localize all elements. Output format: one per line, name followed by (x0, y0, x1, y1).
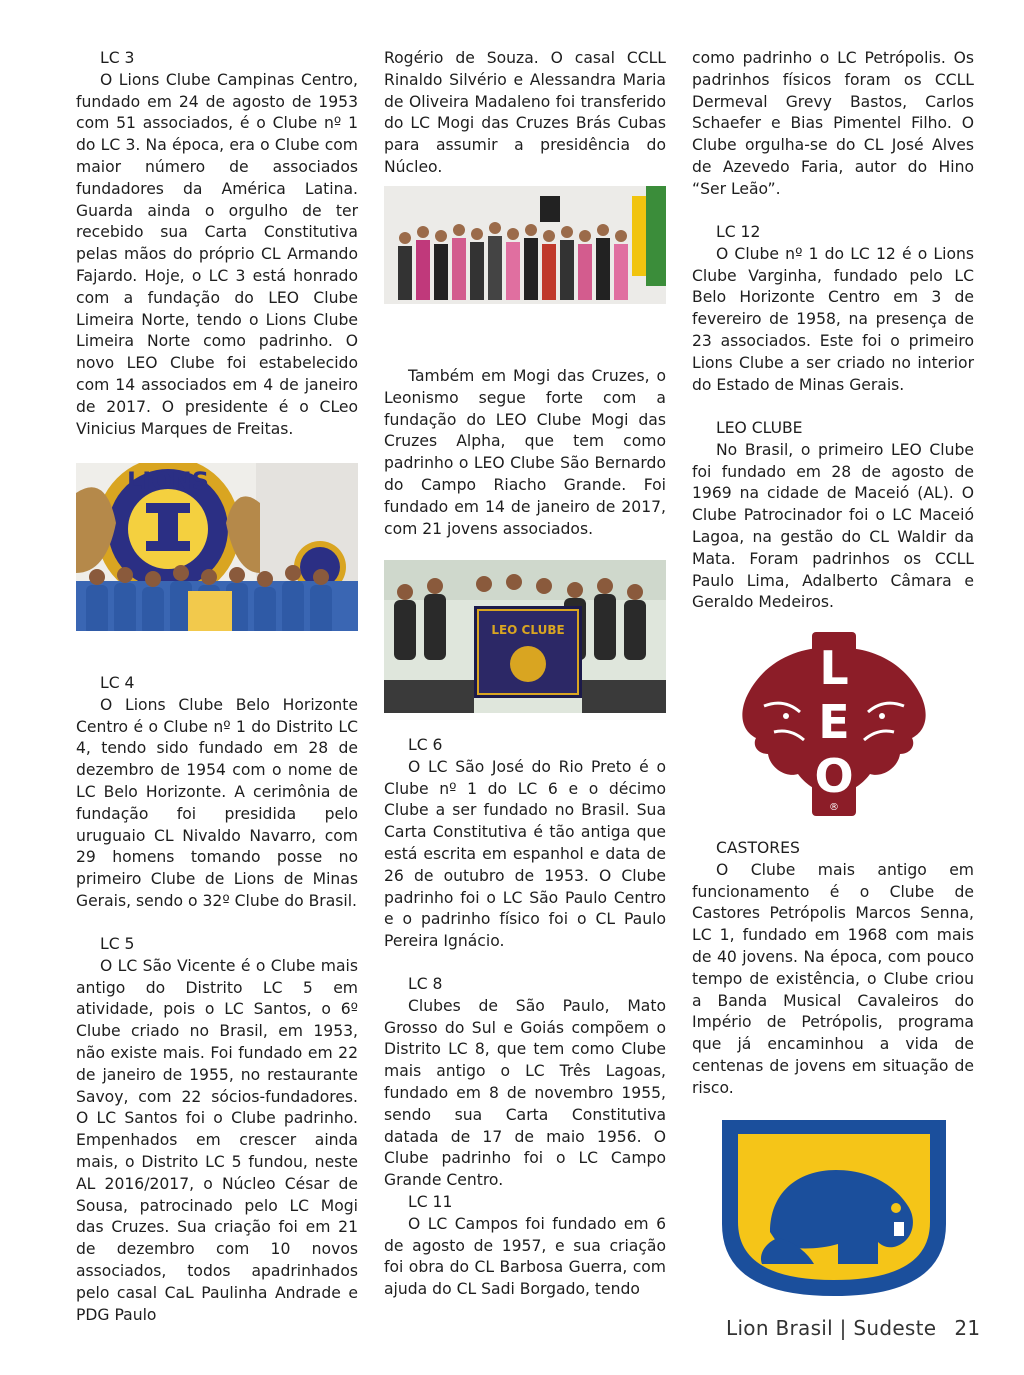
lc3-text: O Lions Clube Campinas Centro, fundado em 24 de agosto de 1953 com 51 associados, é o Clube nº 1 do LC 3. Na época, era o Clube com maior número de associados fundadores da América Latina. Guarda ainda o orgulho de ter recebido sua Carta Constitutiva pelas mãos do próprio CL Armando Fajardo. Hoje, o LC 3 está honrado com a fundação do LEO Clube Limeira Norte, tendo o Lions Clube Limeira Norte como padrinho. O novo LEO Clube foi estabelecido com 14 associados em 4 de janeiro de 2017. O presidente é o CLeo Vinicius Marques de Freitas. (76, 70, 358, 438)
page-number: 21 (954, 1316, 981, 1340)
leo-logo-letter-e: E (818, 695, 850, 749)
lc4-heading: LC 4 (100, 674, 135, 692)
lc8-text: Clubes de São Paulo, Mato Grosso do Sul e Goiás compõem o Distrito LC 8, que tem como Clube mais antigo o LC Três Lagoas, fundado em 8 de novembro 1955, sendo sua Carta Constitutiva datada de 17 de maio 1956. O Clube padrinho foi o LC Campo Grande Centro. (384, 996, 666, 1190)
leo-photo-illustration (384, 560, 666, 713)
section-lc4 (76, 673, 358, 913)
section-lc3 (76, 48, 358, 440)
page-footer (726, 1316, 980, 1340)
leo-logo-letter-o: O (814, 749, 854, 803)
lc12-text: O Clube nº 1 do LC 12 é o Lions Clube Varginha, fundado pelo LC Belo Horizonte Centro em 3 de fevereiro de 1958, na presença de 23 associados. Este foi o primeiro Lions Clube a ser criado no interior do Estado de Minas Gerais. (692, 244, 974, 394)
lions-banner-text: LIONS (127, 467, 209, 495)
lc3-heading: LC 3 (100, 49, 135, 67)
section-lc11-continued (692, 48, 974, 201)
lc4-text: O Lions Clube Belo Horizonte Centro é o Clube nº 1 do Distrito LC 4, tendo sido fundado em 28 de dezembro de 1954 com o nome de LC Belo Horizonte. A cerimônia de fundação foi presidida pelo uruguaio CL Nivaldo Navarro, com 29 homens tomando posse no primeiro Clube de Lions de Minas Gerais, sendo o 32º Clube do Brasil. (76, 695, 358, 910)
lc11-text: O LC Campos foi fundado em 6 de agosto de 1957, e sua criação foi obra do CL Barbosa Guerra, com ajuda do CL Sadi Borgado, tendo (384, 1214, 666, 1299)
leo-logo-registered-mark: ® (829, 802, 839, 813)
leo-logo-svg (734, 628, 934, 820)
lc5-heading: LC 5 (100, 935, 135, 953)
leo-clube-group-photo (384, 560, 666, 713)
lions-club-group-photo (76, 463, 358, 647)
lions-club-photo-illustration (76, 463, 358, 647)
leo-clube-text: No Brasil, o primeiro LEO Clube foi fundado em 28 de agosto de 1969 na cidade de Maceió (AL). O Clube Patrocinador foi o LC Maceió Lagoa, na gestão do CL Waldir da Mata. Foram padrinhos os CCLL Paulo Lima, Adalberto Câmara e Geraldo Medeiros. (692, 440, 974, 612)
castores-logo-svg (718, 1114, 950, 1300)
leo-clube-heading: LEO CLUBE (716, 419, 803, 437)
section-lc11 (384, 1192, 666, 1301)
lc6-text: O LC São José do Rio Preto é o Clube nº 1 do LC 6 e o décimo Clube a ser fundado no Brasil. Sua Carta Constitutiva é tão antiga que está escrita em espanhol e data de 26 de outubro de 1953. O Clube padrinho foi o LC São Paulo Centro e o padrinho físico foi o CL Paulo Pereira Ignácio. (384, 757, 666, 951)
lc5-continued-text: Rogério de Souza. O casal CCLL Rinaldo Silvério e Alessandra Maria de Oliveira Madaleno foi transferido do LC Mogi das Cruzes Brás Cubas para assumir a presidência do Núcleo. (384, 49, 666, 176)
mogi-text: Também em Mogi das Cruzes, o Leonismo segue forte com a fundação do LEO Clube Mogi das Cruzes Alpha, que tem como padrinho o LEO Clube São Bernardo do Campo Riacho Grande. Foi fundado em 14 de janeiro de 2017, com 21 jovens associados. (384, 367, 666, 538)
publication-name: Lion Brasil | Sudeste (726, 1316, 937, 1340)
section-lc5-continued (384, 48, 666, 179)
section-lc12 (692, 222, 974, 396)
lc11-heading: LC 11 (408, 1193, 453, 1211)
section-lc8 (384, 974, 666, 1192)
leo-logo (734, 628, 934, 820)
lc8-heading: LC 8 (408, 975, 443, 993)
nucleo-photo-illustration (384, 186, 666, 343)
section-mogi (384, 366, 666, 540)
leo-banner-text: LEO CLUBE (491, 623, 565, 637)
castores-text: O Clube mais antigo em funcionamento é o Clube de Castores Petrópolis Marcos Senna, LC 1, fundado em 1968 com mais de 40 jovens. Na época, com pouco tempo de existência, o Clube criou a Banda Musical Cavaleiros do Império de Petrópolis, programa que já encaminhou a vida de centenas de jovens em situação de risco. (692, 860, 974, 1097)
nucleo-group-photo (384, 186, 666, 343)
lc6-heading: LC 6 (408, 736, 443, 754)
section-castores (692, 838, 974, 1100)
section-lc6 (384, 735, 666, 953)
section-lc5 (76, 934, 358, 1326)
lc11-continued-text: como padrinho o LC Petrópolis. Os padrinhos físicos foram os CCLL Dermeval Grevy Bastos, Carlos Schaefer e Bias Pimentel Filho. O Clube orgulha-se do CL José Alves de Azevedo Faria, autor do Hino “Ser Leão”. (692, 49, 974, 198)
section-leo-clube (692, 418, 974, 614)
castores-logo (718, 1114, 950, 1300)
lc12-heading: LC 12 (716, 223, 761, 241)
castores-heading: CASTORES (716, 839, 800, 857)
leo-logo-letter-l: L (819, 641, 849, 695)
lc5-text: O LC São Vicente é o Clube mais antigo do Distrito LC 5 em atividade, pois o LC Santos, o 6º Clube criado no Brasil, em 1953, não existe mais. Foi fundado em 22 de janeiro de 1955, no restaurante Savoy, com 22 sócios-fundadores. O LC Santos foi o Clube padrinho. Empenhados em crescer ainda mais, o Distrito LC 5 fundou, neste AL 2016/2017, o Núcleo César de Sousa, patrocinado pelo LC Mogi das Cruzes. Sua criação foi em 21 de dezembro com 10 novos associados, todos apadrinhados pelo casal CaL Paulinha Andrade e PDG Paulo (76, 956, 358, 1324)
